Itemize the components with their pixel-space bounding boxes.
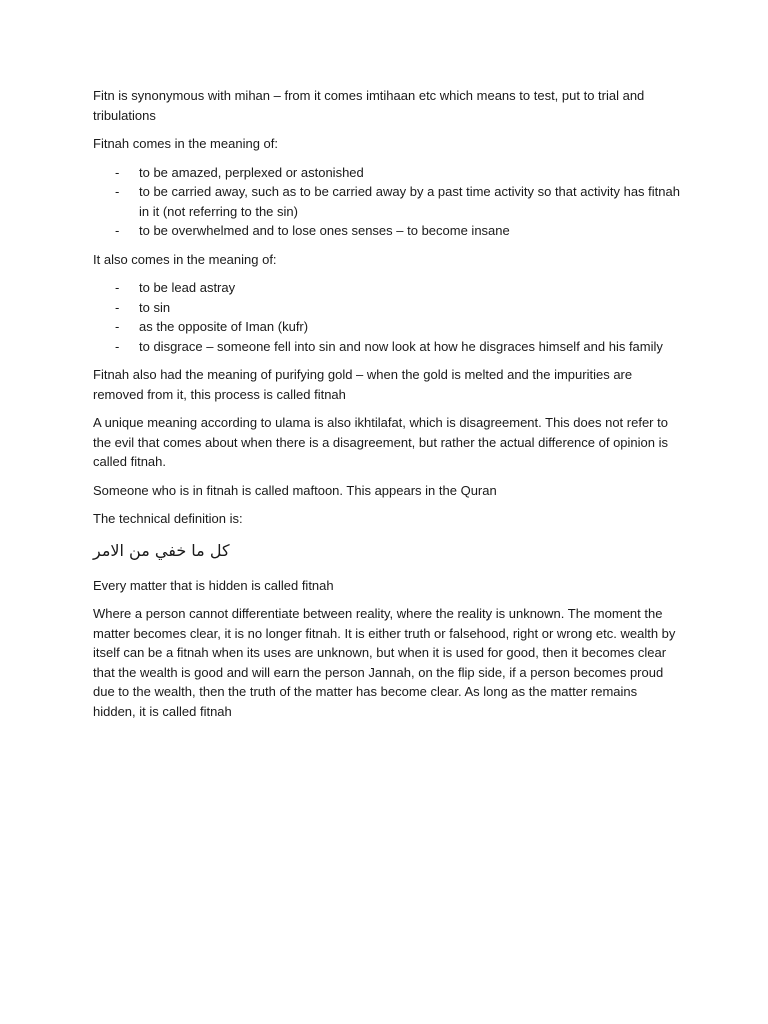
list-dash: - <box>115 280 120 295</box>
list-item-text: to sin <box>139 299 171 315</box>
list-item <box>93 337 683 357</box>
list-item <box>93 317 683 337</box>
explanation-paragraph: Where a person cannot differentiate between reality, where the reality is unknown. The moment the matter becomes clear, it is no longer fitnah. It is either truth or falsehood, right or wrong etc. wealth by itself can be a fitnah when its uses are unknown, but when it is used for good, then it becomes clear that the wealth is good and will earn the person Jannah, on the flip side, if a person becomes proud due to the wealth, then the truth of the matter has become clear. As long as the matter remains hidden, it is called fitnah <box>93 606 676 719</box>
list-dash: - <box>115 338 120 354</box>
list-item <box>93 182 683 221</box>
list-item-text: to be overwhelmed and to lose ones senses – to become insane <box>139 223 510 238</box>
ikhtilafat-paragraph: A unique meaning according to ulama is also ikhtilafat, which is disagreement. This does not refer to the evil that comes about when there is a disagreement, but rather the actual difference of opinion is called fitnah. <box>93 415 668 469</box>
also-meaning-list <box>93 278 683 356</box>
list-dash: - <box>115 184 120 199</box>
list-item <box>93 163 683 183</box>
list-dash: - <box>115 319 120 334</box>
list-item-text: to disgrace – someone fell into sin and now look at how he disgraces himself and his family <box>139 338 663 354</box>
maftoon-paragraph: Someone who is in fitnah is called maftoon. This appears in the Quran <box>93 482 497 498</box>
list-item <box>93 298 683 318</box>
list-item-text: as the opposite of Iman (kufr) <box>139 319 309 334</box>
arabic-definition-block <box>93 538 683 569</box>
list-item <box>93 221 683 241</box>
list-item-text: to be amazed, perplexed or astonished <box>139 164 364 180</box>
arabic-definition: كل ما خفي من الامر <box>93 540 230 560</box>
list-dash: - <box>115 223 120 238</box>
list-dash: - <box>115 299 120 315</box>
intro-paragraph: Fitn is synonymous with mihan – from it comes imtihaan etc which means to test, put to trial and tribulations <box>93 88 645 123</box>
technical-definition-heading: The technical definition is: <box>93 511 243 526</box>
purifying-gold-paragraph: Fitnah also had the meaning of purifying gold – when the gold is melted and the impurities are removed from it, this process is called fitnah <box>93 367 633 402</box>
meaning-list <box>93 163 683 241</box>
document-body <box>93 86 683 730</box>
list-item-text: to be lead astray <box>139 280 236 295</box>
also-meaning-heading: It also comes in the meaning of: <box>93 251 277 267</box>
list-dash: - <box>115 164 120 180</box>
list-item <box>93 278 683 298</box>
definition-translation: Every matter that is hidden is called fitnah <box>93 577 334 593</box>
list-item-text: to be carried away, such as to be carried away by a past time activity so that activity has fitnah in it (not referring to the sin) <box>139 184 680 219</box>
meaning-heading: Fitnah comes in the meaning of: <box>93 136 278 151</box>
